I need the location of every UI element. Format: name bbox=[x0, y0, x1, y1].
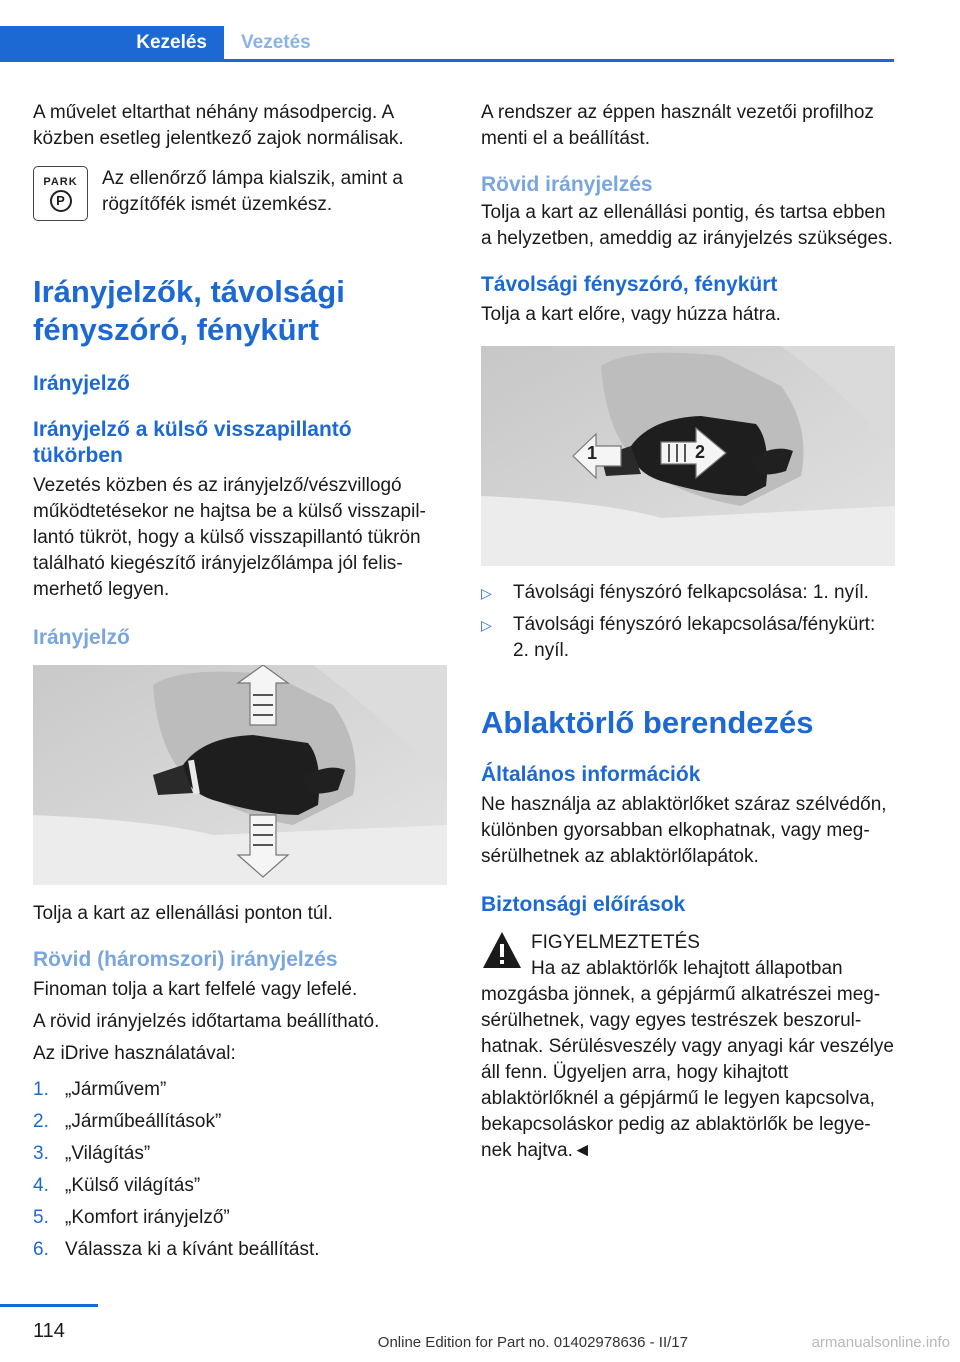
high-beam-bullets bbox=[481, 580, 895, 664]
subheading-short-signal-2: Rövid irányjelzés bbox=[481, 173, 653, 196]
tab-vezetes[interactable]: Vezetés bbox=[224, 26, 894, 59]
section-title-wipers: Ablaktörlő berendezés bbox=[481, 705, 814, 740]
warning-title: FIGYELMEZTETÉS bbox=[531, 932, 700, 953]
high-beam-lever-image bbox=[481, 346, 895, 566]
warning-triangle-icon bbox=[481, 930, 523, 970]
section-title-turn-signals: Irányjelzők, távolsági fényszóró, fénykürt bbox=[33, 274, 345, 347]
page-number: 114 bbox=[33, 1320, 65, 1342]
park-note: Az ellenőrző lámpa kialszik, amint a rögzítőfék ismét üzemkész. bbox=[102, 168, 403, 215]
turn-signal-lever-illustration bbox=[33, 665, 447, 885]
short-text-1: Finoman tolja a kart felfelé vagy lefelé. bbox=[33, 979, 358, 1000]
list-item: 3. „Világítás” bbox=[33, 1143, 151, 1164]
list-item: 1. „Járművem” bbox=[33, 1079, 167, 1100]
warning-first-line: Ha az ablaktörlők lehajtott állapotban bbox=[531, 958, 843, 979]
park-note-row bbox=[33, 166, 447, 221]
warning-text: mozgásba jönnek, a gépjármű alkatrészei megsérülhetnek, vagy egyes testrészek beszorulhatnak. Sérülésveszély vagy anyagi kár veszélye áll fenn. Ügyeljen arra, hogy kihajtott ablaktörlőknél a gépjármű le legyen kapcsolva, bekapcsoláskor pedig az ablaktörlők be legyenek hajtva.◄ bbox=[481, 984, 894, 1161]
idrive-steps bbox=[33, 1077, 447, 1263]
park-icon-symbol: P bbox=[50, 190, 72, 212]
list-item: ▷ Távolsági fényszóró felkapcsolása: 1. nyíl. bbox=[481, 582, 869, 603]
watermark: armanualsonline.info bbox=[811, 1334, 950, 1351]
after-image-text: Tolja a kart az ellenállási ponton túl. bbox=[33, 903, 333, 924]
footer-rule bbox=[0, 1304, 98, 1307]
short-text-3: Az iDrive használatával: bbox=[33, 1043, 236, 1064]
arrow-label-2: 2 bbox=[695, 442, 706, 462]
list-item: 6. Válassza ki a kívánt beállítást. bbox=[33, 1239, 320, 1260]
list-item: 5. „Komfort irányjelző” bbox=[33, 1207, 230, 1228]
intro-paragraph: A művelet eltarthat néhány másodpercig. A közben esetleg jelentkező zajok normálisak. bbox=[33, 102, 404, 149]
profile-paragraph: A rendszer az éppen használt vezetői profilhoz menti el a beállítást. bbox=[481, 102, 874, 149]
subheading-high-beam: Távolsági fényszóró, fénykürt bbox=[481, 273, 778, 296]
chapter-tabs bbox=[0, 26, 894, 62]
high-beam-text: Tolja a kart előre, vagy húzza hátra. bbox=[481, 304, 781, 325]
list-item: 2. „Járműbeállítások” bbox=[33, 1111, 222, 1132]
high-beam-lever-illustration bbox=[481, 346, 895, 566]
park-icon-text: PARK bbox=[43, 175, 78, 188]
mirror-paragraph: Vezetés közben és az irányjelző/vészvillogó működtetésekor ne hajtsa be a külső visszapillantó tükröt, hogy a külső visszapillantó tükrön található kiegészítő irányjelzőlámpa jól felismerhető legyen. bbox=[33, 475, 426, 600]
subheading-safety: Biztonsági előírások bbox=[481, 893, 686, 916]
general-info-text: Ne használja az ablaktörlőket száraz szélvédőn, különben gyorsabban elkophatnak, vagy megsérülhetnek az ablaktörlőlapátok. bbox=[481, 794, 887, 867]
list-item: 4. „Külső világítás” bbox=[33, 1175, 201, 1196]
warning-block bbox=[481, 930, 895, 982]
short-signal-text: Tolja a kart az ellenállási pontig, és tartsa ebben a helyzetben, ameddig az irányjelzés szükséges. bbox=[481, 202, 893, 249]
short-text-2: A rövid irányjelzés időtartama beállítható. bbox=[33, 1011, 380, 1032]
tab-kezeles[interactable]: Kezelés bbox=[0, 26, 224, 59]
turn-signal-lever-image bbox=[33, 665, 447, 885]
subheading-signal-lever: Irányjelző bbox=[33, 626, 130, 649]
header-rule bbox=[0, 59, 894, 62]
subheading-turn-signal: Irányjelző bbox=[33, 372, 130, 395]
list-item: ▷ Távolsági fényszóró lekapcsolása/fénykürt: 2. nyíl. bbox=[481, 614, 876, 661]
edition-text: Online Edition for Part no. 01402978636 - II/17 bbox=[377, 1334, 688, 1351]
subheading-general-info: Általános információk bbox=[481, 763, 701, 786]
subheading-mirror-signal: Irányjelző a külső visszapillantó tükörben bbox=[33, 418, 352, 467]
arrow-label-1: 1 bbox=[587, 443, 598, 463]
left-column bbox=[33, 100, 447, 1269]
subheading-short-signal: Rövid (háromszori) irányjelzés bbox=[33, 948, 338, 971]
parking-brake-icon bbox=[33, 166, 88, 221]
right-column bbox=[481, 100, 895, 1164]
